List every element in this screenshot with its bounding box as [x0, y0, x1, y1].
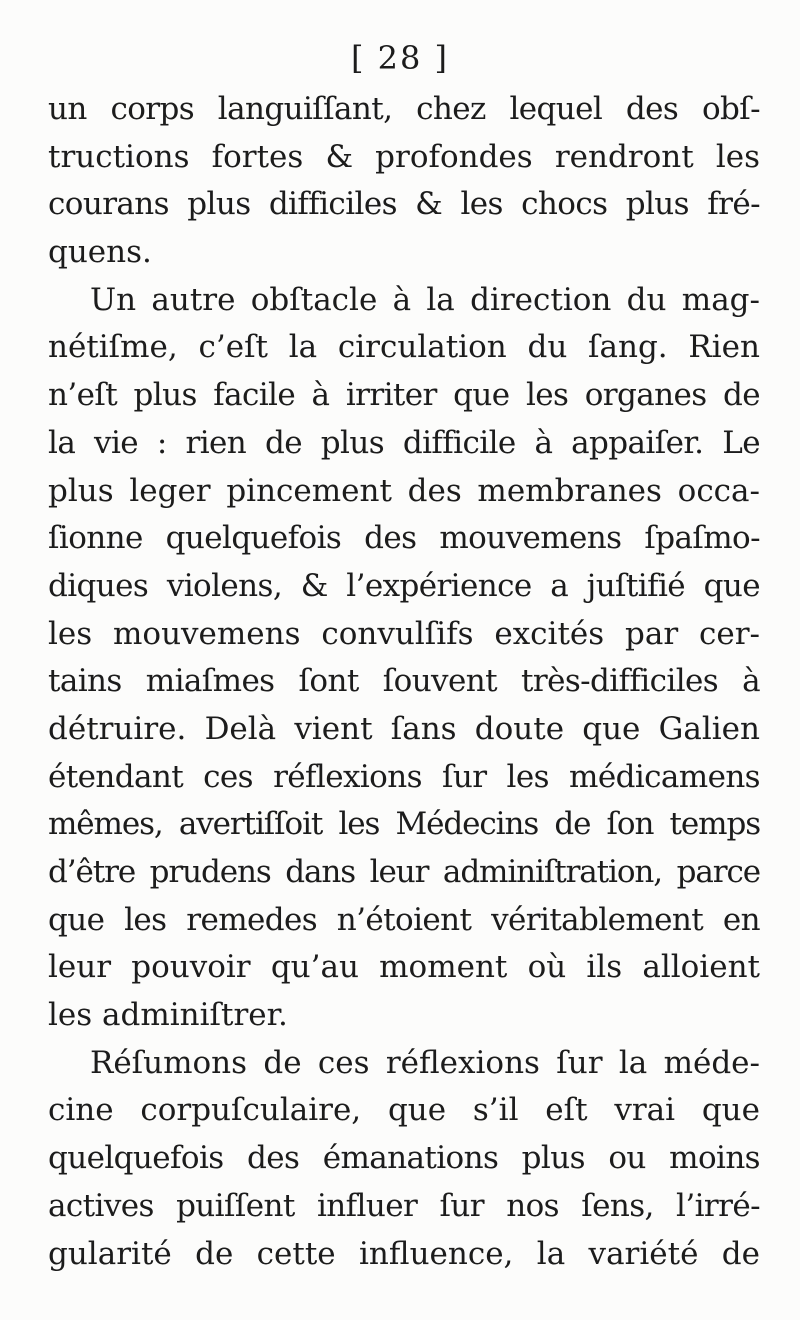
text-line: gularité de cette influence, la variété de — [48, 1235, 760, 1272]
text-line: quelquefois des émanations plus ou moins — [48, 1140, 760, 1177]
text-line: Un autre obſtacle à la direction du mag- — [90, 281, 760, 318]
text-line: les adminiſtrer. — [48, 997, 288, 1034]
text-line: actives puiſſent influer ſur nos ſens, l’irré- — [48, 1187, 760, 1224]
text-line: tructions fortes & profondes rendront les — [48, 138, 760, 175]
text-line: n’eſt plus facile à irriter que les organes de — [48, 377, 760, 414]
text-line: un corps languiſſant, chez lequel des obſ- — [48, 91, 760, 127]
text-line: diques violens, & l’expérience a juſtifié que — [48, 567, 760, 604]
text-line: Réſumons de ces réflexions ſur la méde- — [90, 1044, 760, 1081]
text-line: les mouvemens convulſifs excités par cer- — [48, 615, 760, 652]
text-line: la vie : rien de plus difficile à appaiſer. Le — [48, 424, 760, 461]
text-line: étendant ces réflexions ſur les médicamens — [48, 758, 760, 795]
text-line: cine corpuſculaire, que s’il eſt vrai que — [48, 1092, 760, 1129]
text-line: ſionne quelquefois des mouvemens ſpaſmo- — [48, 520, 760, 557]
text-line: plus leger pincement des membranes occa- — [48, 472, 760, 509]
text-line: quens. — [48, 234, 152, 271]
body-text — [48, 86, 760, 1278]
text-line: d’être prudens dans leur adminiſtration, parce — [48, 854, 760, 890]
text-line: courans plus difficiles & les chocs plus fré- — [48, 186, 760, 223]
text-line: détruire. Delà vient ſans doute que Galien — [48, 710, 760, 747]
text-line: mêmes, avertiſſoit les Médecins de ſon temps — [48, 806, 760, 843]
text-line: leur pouvoir qu’au moment où ils alloient — [48, 949, 760, 986]
text-line: nétiſme, c’eſt la circulation du ſang. Rien — [48, 329, 760, 366]
text-line: que les remedes n’étoient véritablement en — [48, 901, 760, 938]
page-number: [ 28 ] — [350, 39, 450, 77]
text-line: tains miaſmes ſont ſouvent très-difficiles à — [48, 663, 760, 700]
